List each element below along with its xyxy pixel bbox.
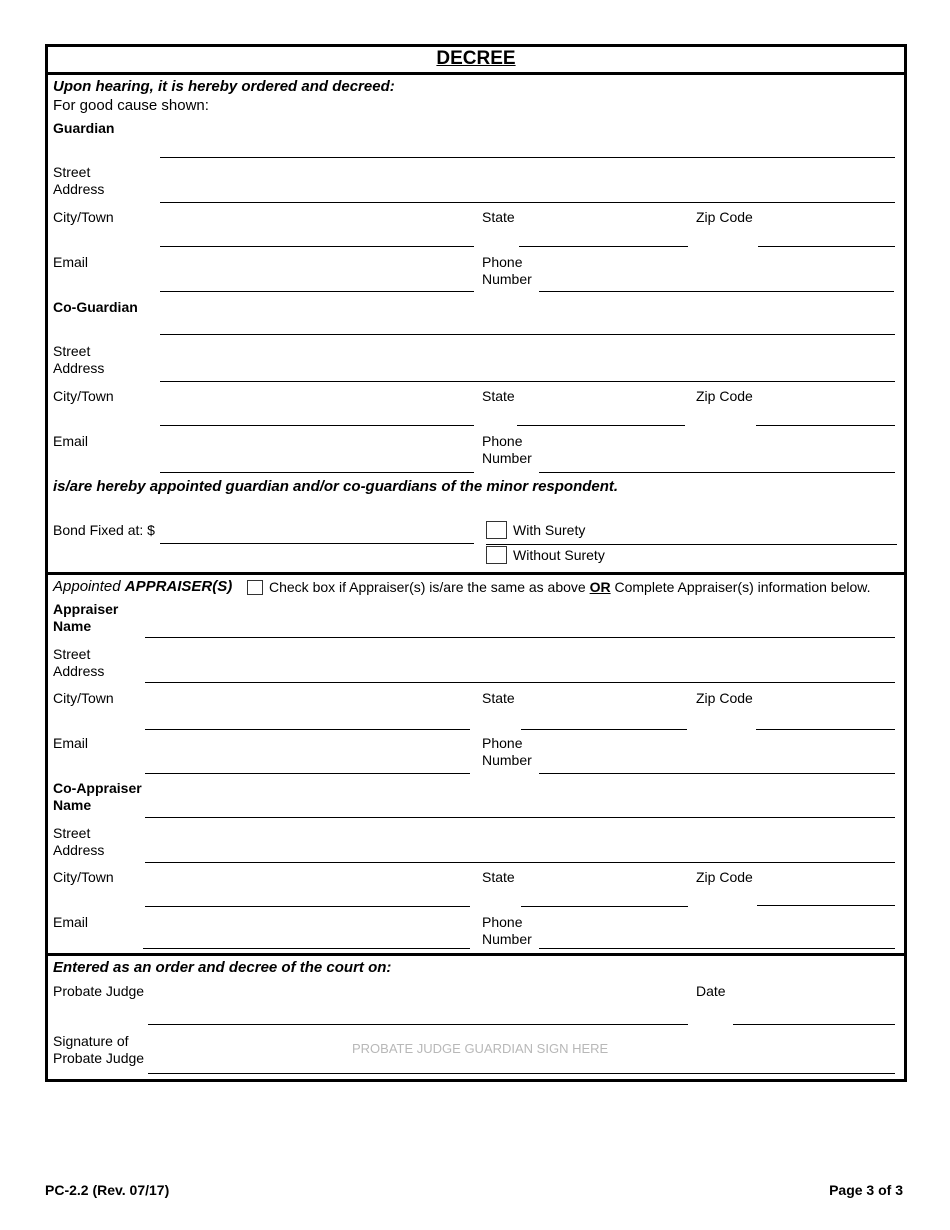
co-appraiser-address-label: Address [53, 842, 105, 858]
guardian-name-field[interactable] [160, 137, 895, 157]
co-guardian-name-line [160, 334, 895, 335]
co-appraiser-label: Co-Appraiser [53, 780, 142, 796]
co-guardian-name-field[interactable] [160, 314, 895, 334]
co-guardian-state-line [517, 425, 685, 426]
appraiser-zip-field[interactable] [756, 709, 895, 729]
co-appraiser-city-field[interactable] [145, 886, 470, 906]
co-appraiser-zip-label: Zip Code [696, 869, 753, 885]
co-appraiser-address-line [145, 862, 895, 863]
guardian-city-label: City/Town [53, 209, 114, 225]
appraiser-email-label: Email [53, 735, 89, 751]
guardian-street-label: Street [53, 164, 91, 180]
appraiser-state-label: State [482, 690, 515, 706]
co-appraiser-phone-field[interactable] [539, 928, 895, 948]
form-id: PC-2.2 (Rev. 07/17) [45, 1182, 170, 1198]
appraisers-heading-prefix: Appointed [53, 578, 125, 595]
co-guardian-city-line [160, 425, 474, 426]
entered-heading: Entered as an order and decree of the court on: [53, 959, 392, 976]
appraiser-number-label: Number [482, 752, 532, 768]
appraiser-state-field[interactable] [521, 709, 687, 729]
guardian-city-field[interactable] [160, 226, 474, 246]
bond-amount-field[interactable] [160, 523, 474, 543]
with-surety-label: With Surety [513, 522, 586, 538]
guardian-phone-line [539, 291, 894, 292]
appraiser-email-line [145, 773, 470, 774]
page-number: Page 3 of 3 [829, 1182, 903, 1198]
guardian-name-line [160, 157, 895, 158]
guardian-state-field[interactable] [519, 226, 688, 246]
co-guardian-label: Co-Guardian [53, 299, 138, 315]
co-guardian-street-label: Street [53, 343, 91, 359]
guardian-label: Guardian [53, 120, 115, 136]
guardian-city-line [160, 246, 474, 247]
appraiser-name-line [145, 637, 895, 638]
appraiser-zip-label: Zip Code [696, 690, 753, 706]
co-appraiser-name-line [145, 817, 895, 818]
appraiser-name-field[interactable] [145, 617, 895, 637]
date-field[interactable] [733, 1004, 895, 1024]
appraisers-heading-bold: APPRAISER(S) [124, 578, 233, 595]
guardian-email-line [160, 291, 474, 292]
co-guardian-city-field[interactable] [160, 405, 474, 425]
guardian-zip-line [758, 246, 895, 247]
co-appraiser-state-label: State [482, 869, 515, 885]
co-appraiser-email-field[interactable] [143, 928, 470, 948]
probate-judge-label: Probate Judge [53, 983, 145, 999]
co-appraiser-city-label: City/Town [53, 869, 114, 885]
co-appraiser-zip-line [757, 905, 895, 906]
guardian-address-label: Address [53, 181, 105, 197]
appraiser-phone-field[interactable] [539, 753, 895, 773]
co-appraiser-email-label: Email [53, 914, 89, 930]
cause-text: For good cause shown: [53, 97, 209, 114]
co-appraiser-zip-field[interactable] [757, 885, 895, 905]
section-divider-appraisers [45, 572, 907, 575]
co-guardian-zip-line [756, 425, 895, 426]
ordered-heading: Upon hearing, it is hereby ordered and decreed: [53, 78, 395, 95]
co-appraiser-street-label: Street [53, 825, 91, 841]
page-title: DECREE [436, 48, 516, 69]
guardian-zip-field[interactable] [758, 226, 895, 246]
co-appraiser-state-field[interactable] [521, 886, 688, 906]
guardian-email-field[interactable] [160, 271, 474, 291]
co-appraiser-name-label: Name [53, 797, 92, 813]
appraiser-zip-line [756, 729, 895, 730]
bond-amount-line [160, 543, 474, 544]
with-surety-checkbox[interactable] [486, 521, 507, 539]
without-surety-checkbox[interactable] [486, 546, 507, 564]
co-guardian-address-label: Address [53, 360, 105, 376]
co-guardian-zip-label: Zip Code [696, 388, 753, 404]
appraiser-address-line [145, 682, 895, 683]
signature-line [148, 1073, 895, 1074]
guardian-zip-label: Zip Code [696, 209, 753, 225]
co-appraiser-city-line [145, 906, 470, 907]
co-appraiser-phone-label: Phone [482, 914, 523, 930]
date-line [733, 1024, 895, 1025]
same-as-above-checkbox[interactable] [247, 580, 263, 595]
co-appraiser-number-label: Number [482, 931, 532, 947]
co-guardian-state-field[interactable] [517, 405, 685, 425]
guardian-address-field[interactable] [160, 182, 895, 202]
same-as-above-or: OR [589, 579, 611, 595]
co-guardian-email-field[interactable] [160, 452, 474, 472]
guardian-phone-label: Phone [482, 254, 523, 270]
co-guardian-email-line [160, 472, 474, 473]
co-guardian-phone-field[interactable] [539, 452, 895, 472]
sign-here-placeholder[interactable]: PROBATE JUDGE GUARDIAN SIGN HERE [352, 1041, 609, 1056]
section-divider-entered [45, 953, 907, 956]
co-guardian-state-label: State [482, 388, 515, 404]
co-guardian-address-line [160, 381, 895, 382]
same-as-above-text-2: Complete Appraiser(s) information below. [610, 579, 871, 595]
appraiser-street-label: Street [53, 646, 91, 662]
appraiser-address-label: Address [53, 663, 105, 679]
co-guardian-zip-field[interactable] [756, 405, 895, 425]
signature-label-1: Signature of [53, 1033, 129, 1049]
appraiser-phone-label: Phone [482, 735, 523, 751]
signature-label-2: Probate Judge [53, 1050, 145, 1066]
co-guardian-address-field[interactable] [160, 361, 895, 381]
title-divider [45, 72, 907, 75]
appraiser-city-line [145, 729, 470, 730]
guardian-address-line [160, 202, 895, 203]
same-as-above-text-1: Check box if Appraiser(s) is/are the same as above [269, 579, 590, 595]
co-guardian-email-label: Email [53, 433, 89, 449]
appraiser-name-label: Name [53, 618, 92, 634]
bond-label: Bond Fixed at: $ [53, 522, 155, 538]
appraiser-label: Appraiser [53, 601, 119, 617]
appraiser-email-field[interactable] [145, 753, 470, 773]
co-appraiser-phone-line [539, 948, 895, 949]
co-guardian-phone-label: Phone [482, 433, 523, 449]
co-guardian-number-label: Number [482, 450, 532, 466]
co-appraiser-name-field[interactable] [145, 797, 895, 817]
appraisers-heading [53, 578, 232, 595]
probate-judge-line [148, 1024, 688, 1025]
appraiser-city-field[interactable] [145, 709, 470, 729]
appointed-statement: is/are hereby appointed guardian and/or co-guardians of the minor respondent. [53, 478, 619, 495]
same-as-above-text [269, 579, 871, 596]
probate-judge-field[interactable] [148, 1004, 688, 1024]
co-appraiser-state-line [521, 906, 688, 907]
guardian-state-label: State [482, 209, 515, 225]
date-label: Date [696, 983, 726, 999]
appraiser-city-label: City/Town [53, 690, 114, 706]
appraiser-state-line [521, 729, 687, 730]
guardian-number-label: Number [482, 271, 532, 287]
without-surety-label: Without Surety [513, 547, 605, 563]
appraiser-phone-line [539, 773, 895, 774]
guardian-email-label: Email [53, 254, 89, 270]
appraiser-address-field[interactable] [145, 662, 895, 682]
co-appraiser-address-field[interactable] [145, 842, 895, 862]
co-guardian-city-label: City/Town [53, 388, 114, 404]
co-appraiser-email-line [143, 948, 470, 949]
surety-line [486, 544, 897, 545]
guardian-phone-field[interactable] [539, 271, 894, 291]
guardian-state-line [519, 246, 688, 247]
co-guardian-phone-line [539, 472, 895, 473]
